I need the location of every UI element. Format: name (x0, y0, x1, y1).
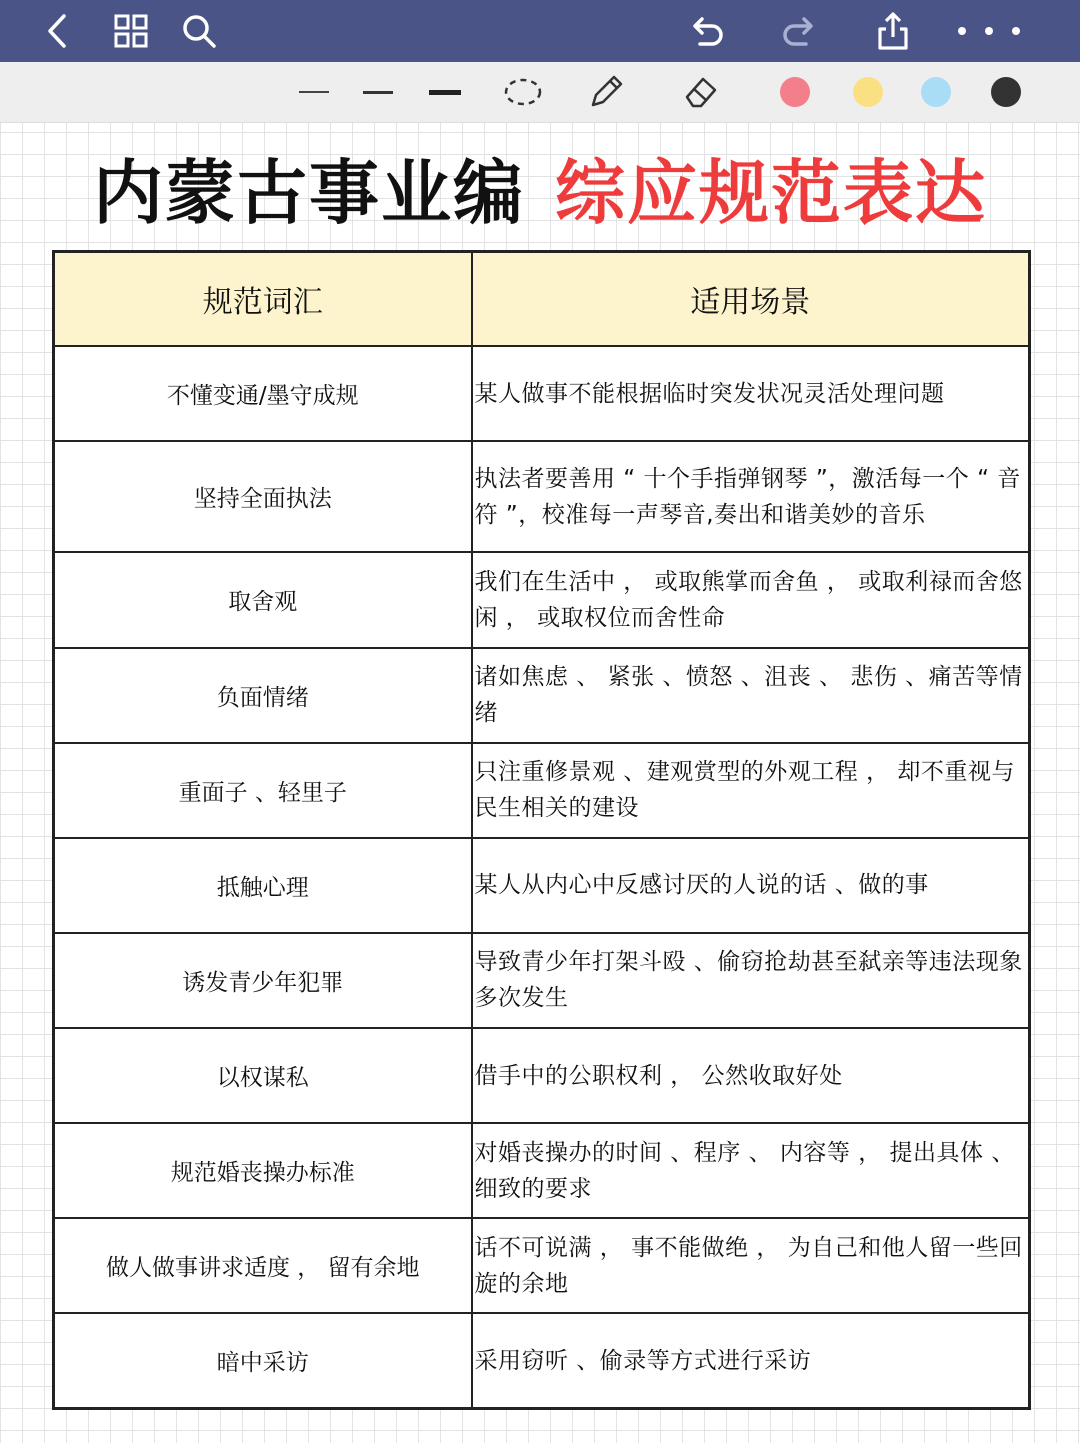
table-row (54, 1313, 1030, 1408)
pencil-icon[interactable] (586, 74, 626, 110)
table-header-row (54, 252, 1030, 347)
term-cell: 抵触心理 (54, 838, 472, 933)
medium-line-icon[interactable] (362, 74, 394, 110)
lasso-select-icon[interactable] (502, 74, 544, 110)
scene-cell: 采用窃听 、偷录等方式进行采访 (472, 1313, 1030, 1408)
term-cell: 做人做事讲求适度 ， 留有余地 (54, 1218, 472, 1313)
scene-cell: 对婚丧操办的时间 、程序 、 内容等 ， 提出具体 、细致的要求 (472, 1123, 1030, 1218)
color-yellow-swatch[interactable] (852, 74, 884, 110)
scene-cell: 诸如焦虑 、 紧张 、愤怒 、沮丧 、 悲伤 、痛苦等情绪 (472, 648, 1030, 743)
term-cell: 规范婚丧操办标准 (54, 1123, 472, 1218)
term-cell: 暗中采访 (54, 1313, 472, 1408)
table-row (54, 648, 1030, 743)
table-row (54, 552, 1030, 647)
header-term: 规范词汇 (54, 252, 472, 347)
term-cell: 以权谋私 (54, 1028, 472, 1123)
term-cell: 坚持全面执法 (54, 441, 472, 552)
term-cell: 不懂变通/墨守成规 (54, 346, 472, 441)
scene-cell: 某人从内心中反感讨厌的人说的话 、做的事 (472, 838, 1030, 933)
table-row (54, 933, 1030, 1028)
expression-table (52, 250, 1031, 1410)
more-options-icon[interactable] (952, 12, 1026, 50)
scene-cell: 我们在生活中 ， 或取熊掌而舍鱼 ， 或取利禄而舍悠闲 ， 或取权位而舍性命 (472, 552, 1030, 647)
table-row (54, 441, 1030, 552)
scene-cell: 话不可说满 ， 事不能做绝 ， 为自己和他人留一些回旋的余地 (472, 1218, 1030, 1313)
table-row (54, 743, 1030, 838)
table-row (54, 346, 1030, 441)
undo-icon[interactable] (688, 12, 726, 50)
scene-cell: 只注重修景观 、建观赏型的外观工程 ， 却不重视与民生相关的建设 (472, 743, 1030, 838)
thin-line-icon[interactable] (298, 74, 330, 110)
header-scene: 适用场景 (472, 252, 1030, 347)
title-part-red: 综应规范表达 (555, 152, 987, 234)
color-black-swatch[interactable] (990, 74, 1022, 110)
term-cell: 重面子 、轻里子 (54, 743, 472, 838)
term-cell: 负面情绪 (54, 648, 472, 743)
share-icon[interactable] (874, 12, 912, 50)
table-row (54, 1218, 1030, 1313)
grid-view-icon[interactable] (112, 12, 150, 50)
drawing-toolbar (0, 62, 1080, 123)
color-pink-swatch[interactable] (779, 74, 811, 110)
search-icon[interactable] (180, 12, 218, 50)
color-blue-swatch[interactable] (920, 74, 952, 110)
scene-cell: 借手中的公职权利 ， 公然收取好处 (472, 1028, 1030, 1123)
scene-cell: 导致青少年打架斗殴 、偷窃抢劫甚至弑亲等违法现象多次发生 (472, 933, 1030, 1028)
eraser-icon[interactable] (680, 74, 722, 110)
thick-line-icon[interactable] (428, 74, 462, 110)
table-row (54, 1123, 1030, 1218)
top-navigation-bar (0, 0, 1080, 62)
table-row (54, 1028, 1030, 1123)
title-part-black: 内蒙古事业编 (93, 152, 525, 234)
term-cell: 取舍观 (54, 552, 472, 647)
scene-cell: 执法者要善用 “ 十个手指弹钢琴 ”，激活每一个 “ 音符 ”，校准每一声琴音,奏出和谐美妙的音乐 (472, 441, 1030, 552)
page-title (0, 140, 1080, 235)
back-icon[interactable] (38, 12, 76, 50)
redo-icon[interactable] (780, 12, 818, 50)
term-cell: 诱发青少年犯罪 (54, 933, 472, 1028)
scene-cell: 某人做事不能根据临时突发状况灵活处理问题 (472, 346, 1030, 441)
table-row (54, 838, 1030, 933)
